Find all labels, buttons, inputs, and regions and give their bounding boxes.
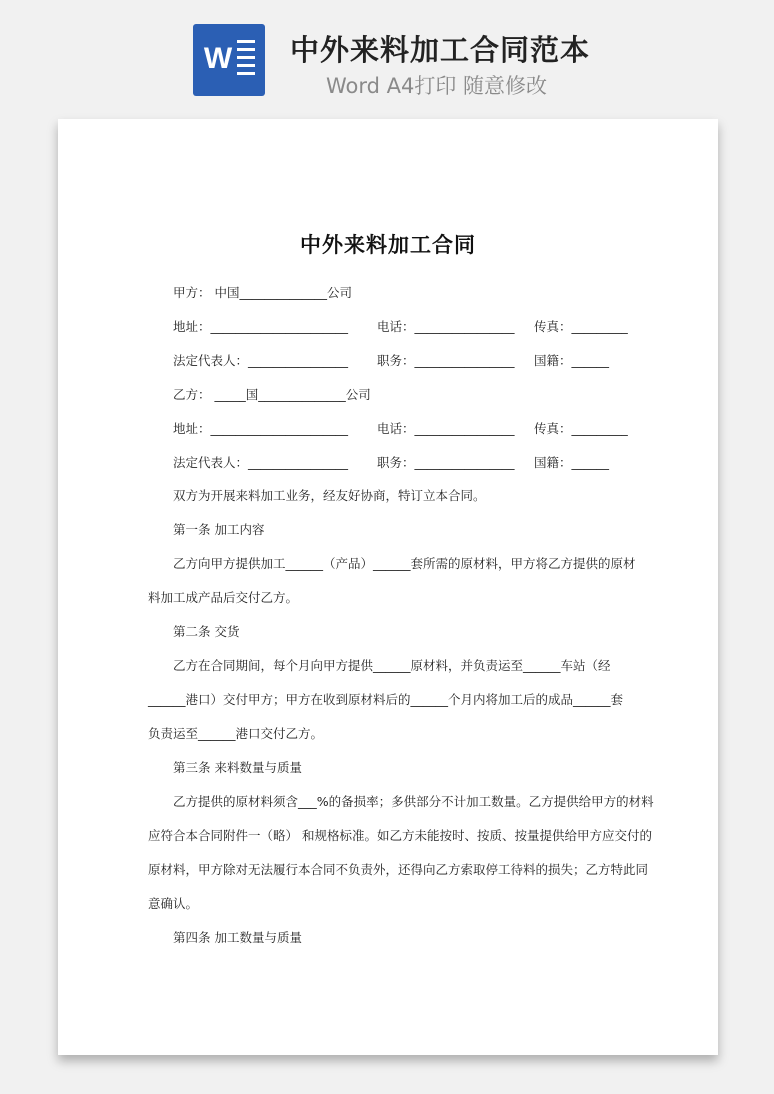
party-b-fax: 传真：_________ (534, 421, 628, 436)
article-1-line: 乙方向甲方提供加工______（产品）______套所需的原材料，甲方将乙方提供的原材 (173, 556, 636, 571)
article-2-line: ______港口）交付甲方；甲方在收到原材料后的______个月内将加工后的成品______套 (148, 692, 624, 707)
watermark (93, 485, 164, 551)
article-2-line: 乙方在合同期间，每个月向甲方提供______原材料，并负责运至______车站（经 (173, 658, 611, 673)
party-a-nationality: 国籍：______ (534, 353, 610, 368)
word-icon-letter: W (203, 42, 233, 75)
party-a-line: 甲方： 中国______________公司 (173, 285, 352, 300)
article-4-title: 第四条 加工数量与质量 (173, 930, 302, 945)
article-3-line: 应符合本合同附件一（略） 和规格标准。如乙方未能按时、按质、按量提供给甲方应交付的 (148, 828, 652, 843)
document-page (58, 119, 718, 1055)
party-b-nationality: 国籍：______ (534, 455, 610, 470)
party-a-representative: 法定代表人：________________ (173, 353, 349, 368)
article-2-line: 负责运至______港口交付乙方。 (148, 726, 324, 741)
word-icon (193, 24, 265, 96)
watermark (553, 485, 624, 551)
party-b-post: 职务：________________ (377, 455, 515, 470)
banner (0, 0, 774, 118)
party-a-fax: 传真：_________ (534, 319, 628, 334)
article-1-title: 第一条 加工内容 (173, 522, 265, 537)
party-b-line: 乙方： _____国______________公司 (173, 387, 371, 402)
intro-paragraph: 双方为开展来料加工业务，经友好协商，特订立本合同。 (173, 488, 486, 503)
party-a-address: 地址：______________________ (173, 319, 349, 334)
article-3-line: 乙方提供的原材料须含___%的备损率；多供部分不计加工数量。乙方提供给甲方的材料 (173, 794, 654, 809)
party-b-address: 地址：______________________ (173, 421, 349, 436)
banner-title: 中外来料加工合同范本 (290, 33, 591, 67)
article-2-title: 第二条 交货 (173, 624, 240, 639)
article-3-line: 意确认。 (148, 896, 199, 911)
party-a-phone: 电话：________________ (377, 319, 515, 334)
article-1-line: 料加工成产品后交付乙方。 (148, 590, 299, 605)
word-icon-lines (237, 40, 255, 80)
article-3-title: 第三条 来料数量与质量 (173, 760, 302, 775)
banner-subtitle: Word A4打印 随意修改 (326, 74, 548, 98)
party-a-post: 职务：________________ (377, 353, 515, 368)
party-b-phone: 电话：________________ (377, 421, 515, 436)
party-b-representative: 法定代表人：________________ (173, 455, 349, 470)
article-3-line: 原材料，甲方除对无法履行本合同不负责外，还得向乙方索取停工待料的损失；乙方特此同 (148, 862, 649, 877)
document-title: 中外来料加工合同 (300, 233, 476, 257)
